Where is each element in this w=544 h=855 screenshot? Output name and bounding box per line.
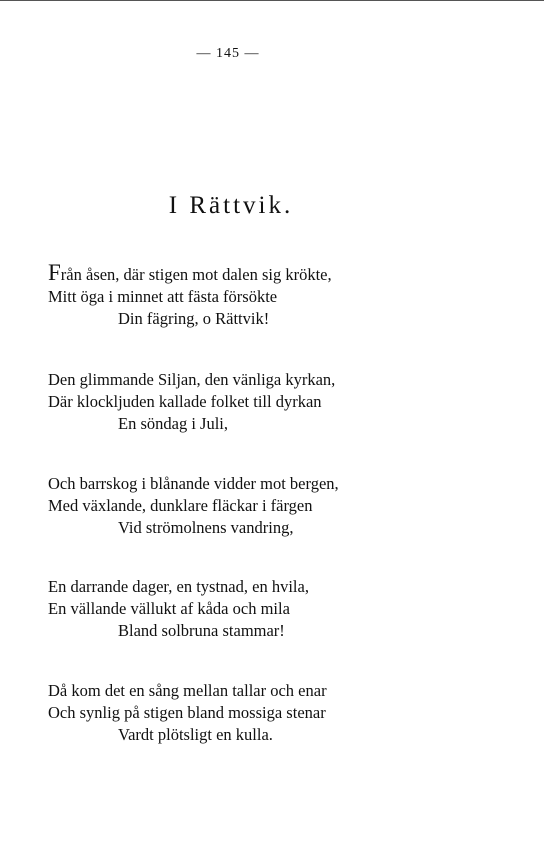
top-border-rule [0, 0, 544, 1]
stanza-3-line-3: Vid strömolnens vandring, [118, 518, 294, 537]
stanza-2-line-1: Den glimmande Siljan, den vänliga kyrkan, [48, 370, 336, 389]
stanza-1 [48, 262, 332, 330]
stanza-4-line-3: Bland solbruna stammar! [118, 621, 285, 640]
stanza-2-line-3: En söndag i Juli, [118, 414, 228, 433]
stanza-3-line-2: Med växlande, dunklare fläckar i färgen [48, 496, 313, 515]
stanza-2 [48, 369, 335, 435]
stanza-4-line-2: En vällande vällukt af kåda och mila [48, 599, 290, 618]
stanza-4 [48, 576, 309, 642]
stanza-5-line-1: Då kom det en sång mellan tallar och enar [48, 681, 327, 700]
poem-title: I Rättvik. [168, 192, 294, 219]
stanza-2-line-2: Där klockljuden kallade folket till dyrkan [48, 392, 322, 411]
stanza-4-line-1: En darrande dager, en tystnad, en hvila, [48, 577, 309, 596]
stanza-5-line-2: Och synlig på stigen bland mossiga stenar [48, 703, 326, 722]
stanza-1-line-3: Din fägring, o Rättvik! [118, 309, 270, 328]
stanza-1-line-1: Från åsen, där stigen mot dalen sig krökte, [48, 260, 332, 285]
stanza-3-line-1: Och barrskog i blånande vidder mot bergen, [48, 474, 339, 493]
stanza-1-line-2: Mitt öga i minnet att fästa försökte [48, 287, 278, 306]
stanza-5-line-3: Vardt plötsligt en kulla. [118, 725, 273, 744]
page-number: — 145 — [196, 46, 260, 61]
stanza-3 [48, 473, 339, 539]
stanza-5 [48, 680, 327, 746]
